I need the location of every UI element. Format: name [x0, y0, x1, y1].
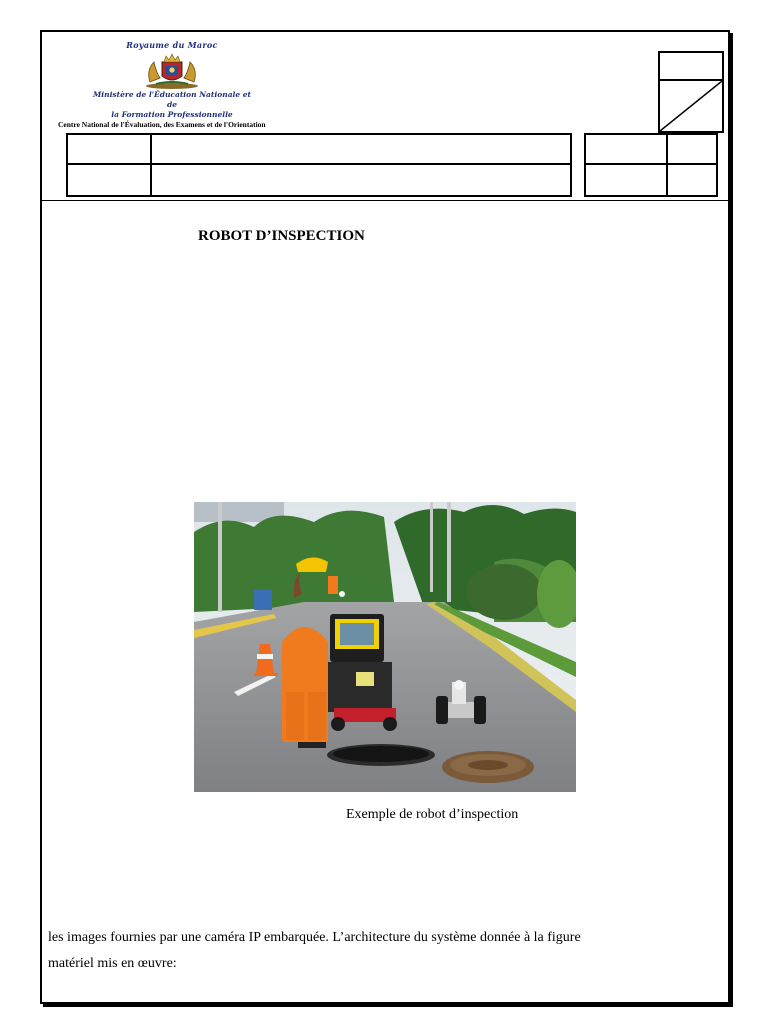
inspection-robot-photo — [194, 502, 576, 792]
exam-header — [42, 32, 728, 201]
body-text-line-2: matériel mis en œuvre: — [48, 956, 177, 971]
session-info-grid — [584, 133, 718, 197]
ministry-name-line2: la Formation Professionnelle — [111, 110, 233, 119]
centre-name: Centre National de l'Évaluation, des Examens et de l'Orientation — [58, 120, 266, 129]
kingdom-label: Royaume du Maroc — [126, 40, 218, 50]
page-title: ROBOT D’INSPECTION — [198, 228, 365, 244]
royal-crest-icon — [142, 52, 202, 90]
grade-box — [658, 51, 724, 133]
grade-box-top — [660, 53, 722, 81]
body-text-line-1: les images fournies par une caméra IP embarquée. L’architecture du système donnée à la figure — [48, 930, 581, 945]
ministry-logo-block — [92, 40, 252, 120]
grade-box-diagonal — [660, 81, 722, 131]
figure-caption: Exemple de robot d’inspection — [346, 807, 519, 822]
candidate-info-grid — [66, 133, 572, 197]
exam-page — [40, 30, 730, 1004]
ministry-name-line1: Ministère de l'Éducation Nationale et de — [92, 90, 252, 109]
